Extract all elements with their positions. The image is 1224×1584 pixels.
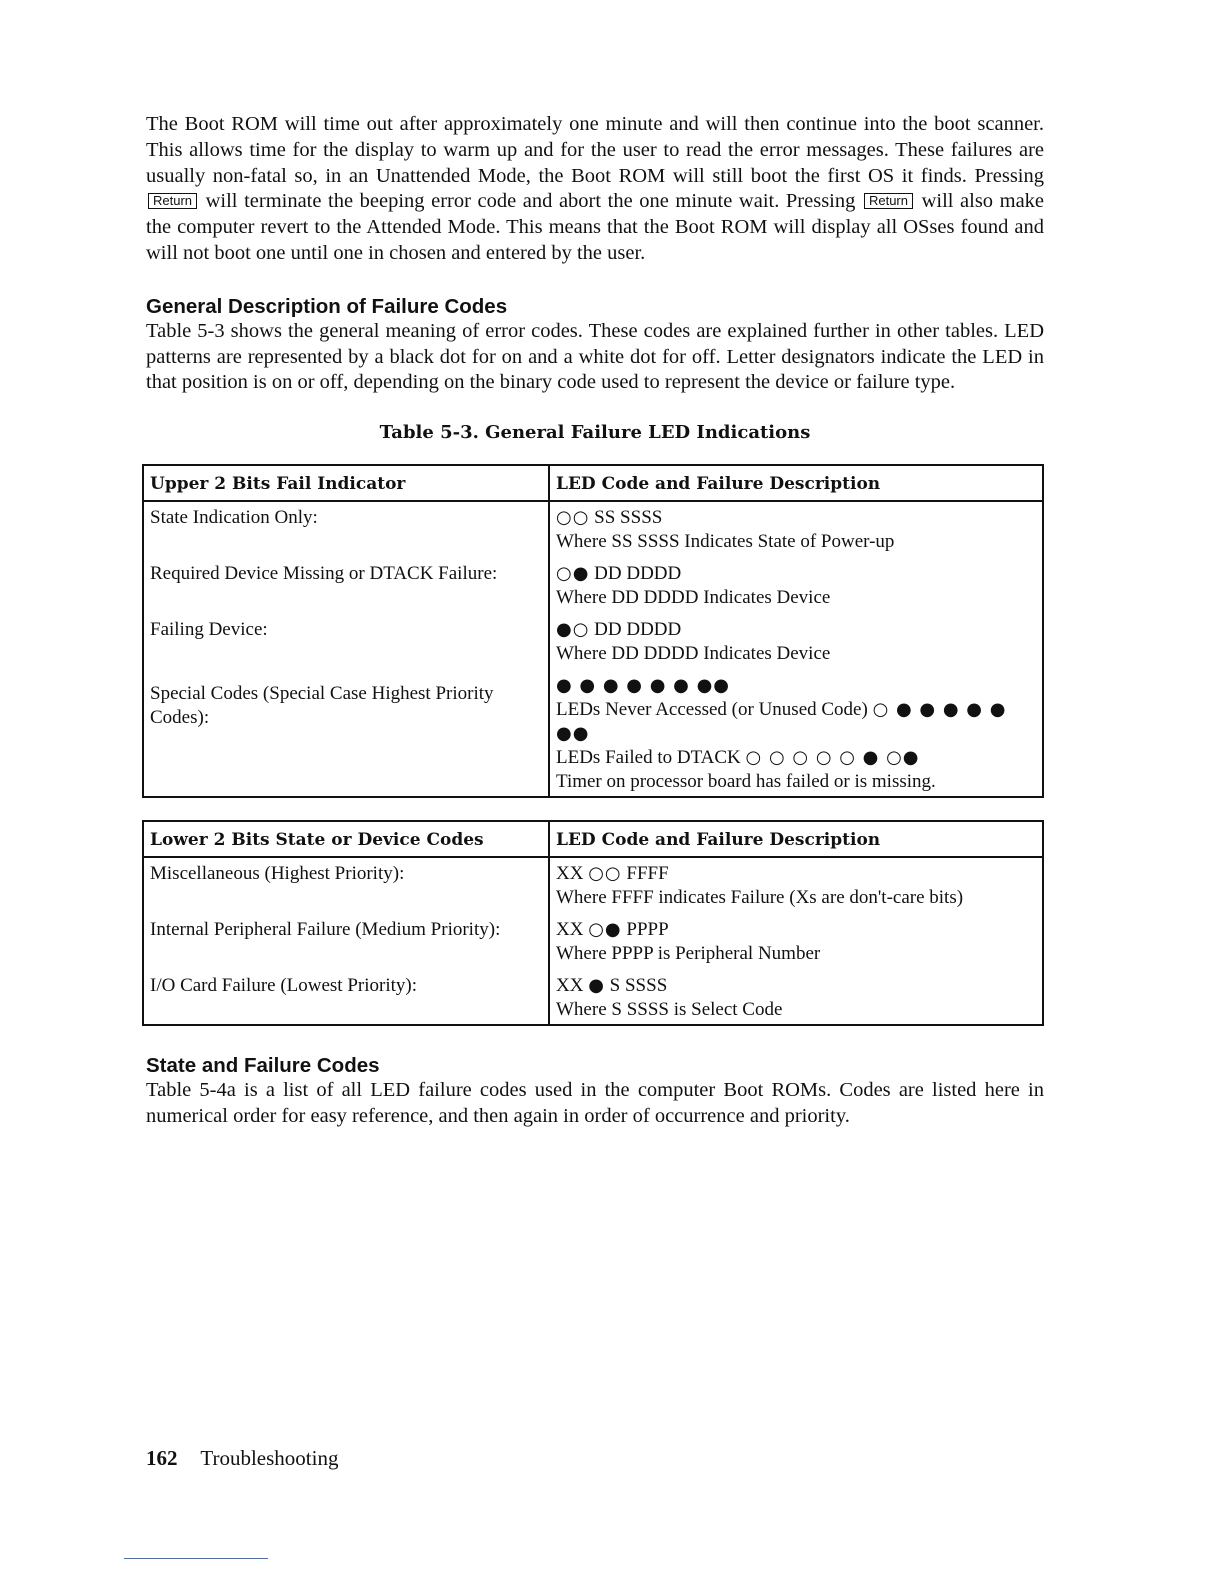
led-code: DD DDDD	[594, 619, 682, 641]
led-description: Where S SSSS is Select Code	[556, 999, 783, 1021]
intro-text-1: The Boot ROM will time out after approximately one minute and will then continue into the boot scanner. This allows time for the display to warm up and for the user to read the error messages. These failures are usually non-fatal so, in an Unattended Mode, the Boot ROM will still boot the first OS it finds. Pressing	[146, 113, 1044, 187]
row-label: Failing Device:	[150, 619, 268, 641]
led-code-entry	[556, 918, 1036, 966]
led-pattern: ○●	[556, 563, 590, 585]
led-pattern: ○●	[588, 919, 622, 941]
intro-paragraph	[146, 112, 1044, 267]
led-prefix: XX	[556, 975, 584, 997]
table-gap	[146, 798, 1044, 820]
page-footer	[146, 1446, 338, 1471]
bottom-divider	[124, 1558, 268, 1559]
page-content	[146, 112, 1044, 1130]
row-label: State Indication Only:	[150, 507, 318, 529]
led-code: FFFF	[626, 863, 669, 885]
led-code-entry	[556, 562, 1036, 610]
row-label: I/O Card Failure (Lowest Priority):	[150, 975, 418, 997]
led-description: Where PPPP is Peripheral Number	[556, 943, 821, 965]
special-codes-entry	[556, 674, 1036, 794]
indicator-cell	[143, 857, 549, 1025]
led-code-entry	[556, 506, 1036, 554]
led-pattern: ●○	[556, 619, 590, 641]
led-code-entry	[556, 862, 1036, 910]
row-label: Internal Peripheral Failure (Medium Priority):	[150, 919, 501, 941]
return-key-label: Return	[148, 193, 197, 209]
led-code: DD DDDD	[594, 563, 682, 585]
led-pattern: ○○	[556, 507, 590, 529]
led-description: Where SS SSSS Indicates State of Power-up	[556, 531, 895, 553]
led-description: Where FFFF indicates Failure (Xs are don't-care bits)	[556, 887, 964, 909]
table-header-row	[143, 821, 1043, 857]
section-body-failure-codes: Table 5-3 shows the general meaning of error codes. These codes are explained further in other tables. LED patterns are represented by a black dot for on and a white dot for off. Letter designators indicate the LED in that position is on or off, depending on the binary code used to represent the device or failure type.	[146, 319, 1044, 394]
description-cell	[549, 857, 1043, 1025]
never-accessed-text: LEDs Never Accessed (or Unused Code)	[556, 699, 868, 721]
intro-text-3: will also make the computer revert to the Attended Mode. This means that the Boot ROM will display all OSses found and will not boot one until one in chosen and entered by the user.	[146, 190, 1045, 264]
led-pattern: ● ● ● ● ● ● ●●	[556, 675, 730, 697]
row-label: Miscellaneous (Highest Priority):	[150, 863, 405, 885]
section-heading-state-codes: State and Failure Codes	[146, 1054, 380, 1078]
led-pattern: ●	[588, 975, 605, 997]
led-pattern: ○○	[588, 863, 622, 885]
row-label: Special Codes (Special Case Highest Priority Codes):	[150, 683, 494, 729]
timer-failed-text: Timer on processor board has failed or is missing.	[556, 771, 936, 793]
led-code-entry	[556, 618, 1036, 666]
table-row	[143, 501, 1043, 797]
table-row	[143, 857, 1043, 1025]
footer-section-title: Troubleshooting	[200, 1446, 339, 1470]
led-description: Where DD DDDD Indicates Device	[556, 643, 831, 665]
table-header-row	[143, 465, 1043, 501]
page-number: 162	[146, 1446, 178, 1470]
description-cell	[549, 501, 1043, 797]
led-prefix: XX	[556, 863, 584, 885]
led-prefix: XX	[556, 919, 584, 941]
dtack-failed-text: LEDs Failed to DTACK	[556, 747, 741, 769]
led-code: PPPP	[626, 919, 669, 941]
led-code: SS SSSS	[594, 507, 663, 529]
intro-text-2: will terminate the beeping error code and abort the one minute wait. Pressing	[205, 190, 856, 213]
led-pattern: ●●	[556, 723, 590, 745]
upper-bits-table	[142, 464, 1044, 798]
column-header-lower-bits: Lower 2 Bits State or Device Codes	[143, 821, 549, 857]
section-heading-failure-codes: General Description of Failure Codes	[146, 294, 508, 318]
table-caption: Table 5-3. General Failure LED Indications	[379, 422, 811, 444]
led-pattern: ○ ● ● ● ● ●	[872, 699, 1007, 721]
return-key-label-2: Return	[864, 193, 913, 209]
led-code: S SSSS	[609, 975, 668, 997]
led-description: Where DD DDDD Indicates Device	[556, 587, 831, 609]
column-header-upper-bits: Upper 2 Bits Fail Indicator	[143, 465, 549, 501]
led-pattern: ○ ○ ○ ○ ○ ● ○●	[745, 747, 920, 769]
section-body-state-codes: Table 5-4a is a list of all LED failure codes used in the computer Boot ROMs. Codes are listed here in numerical order for easy reference, and then again in order of occurrence and priority.	[146, 1079, 1044, 1127]
led-code-entry	[556, 974, 1036, 1022]
row-label: Required Device Missing or DTACK Failure:	[150, 563, 498, 585]
lower-bits-table	[142, 820, 1044, 1026]
indicator-cell	[143, 501, 549, 797]
column-header-led-code: LED Code and Failure Description	[549, 465, 1043, 501]
column-header-led-code: LED Code and Failure Description	[549, 821, 1043, 857]
